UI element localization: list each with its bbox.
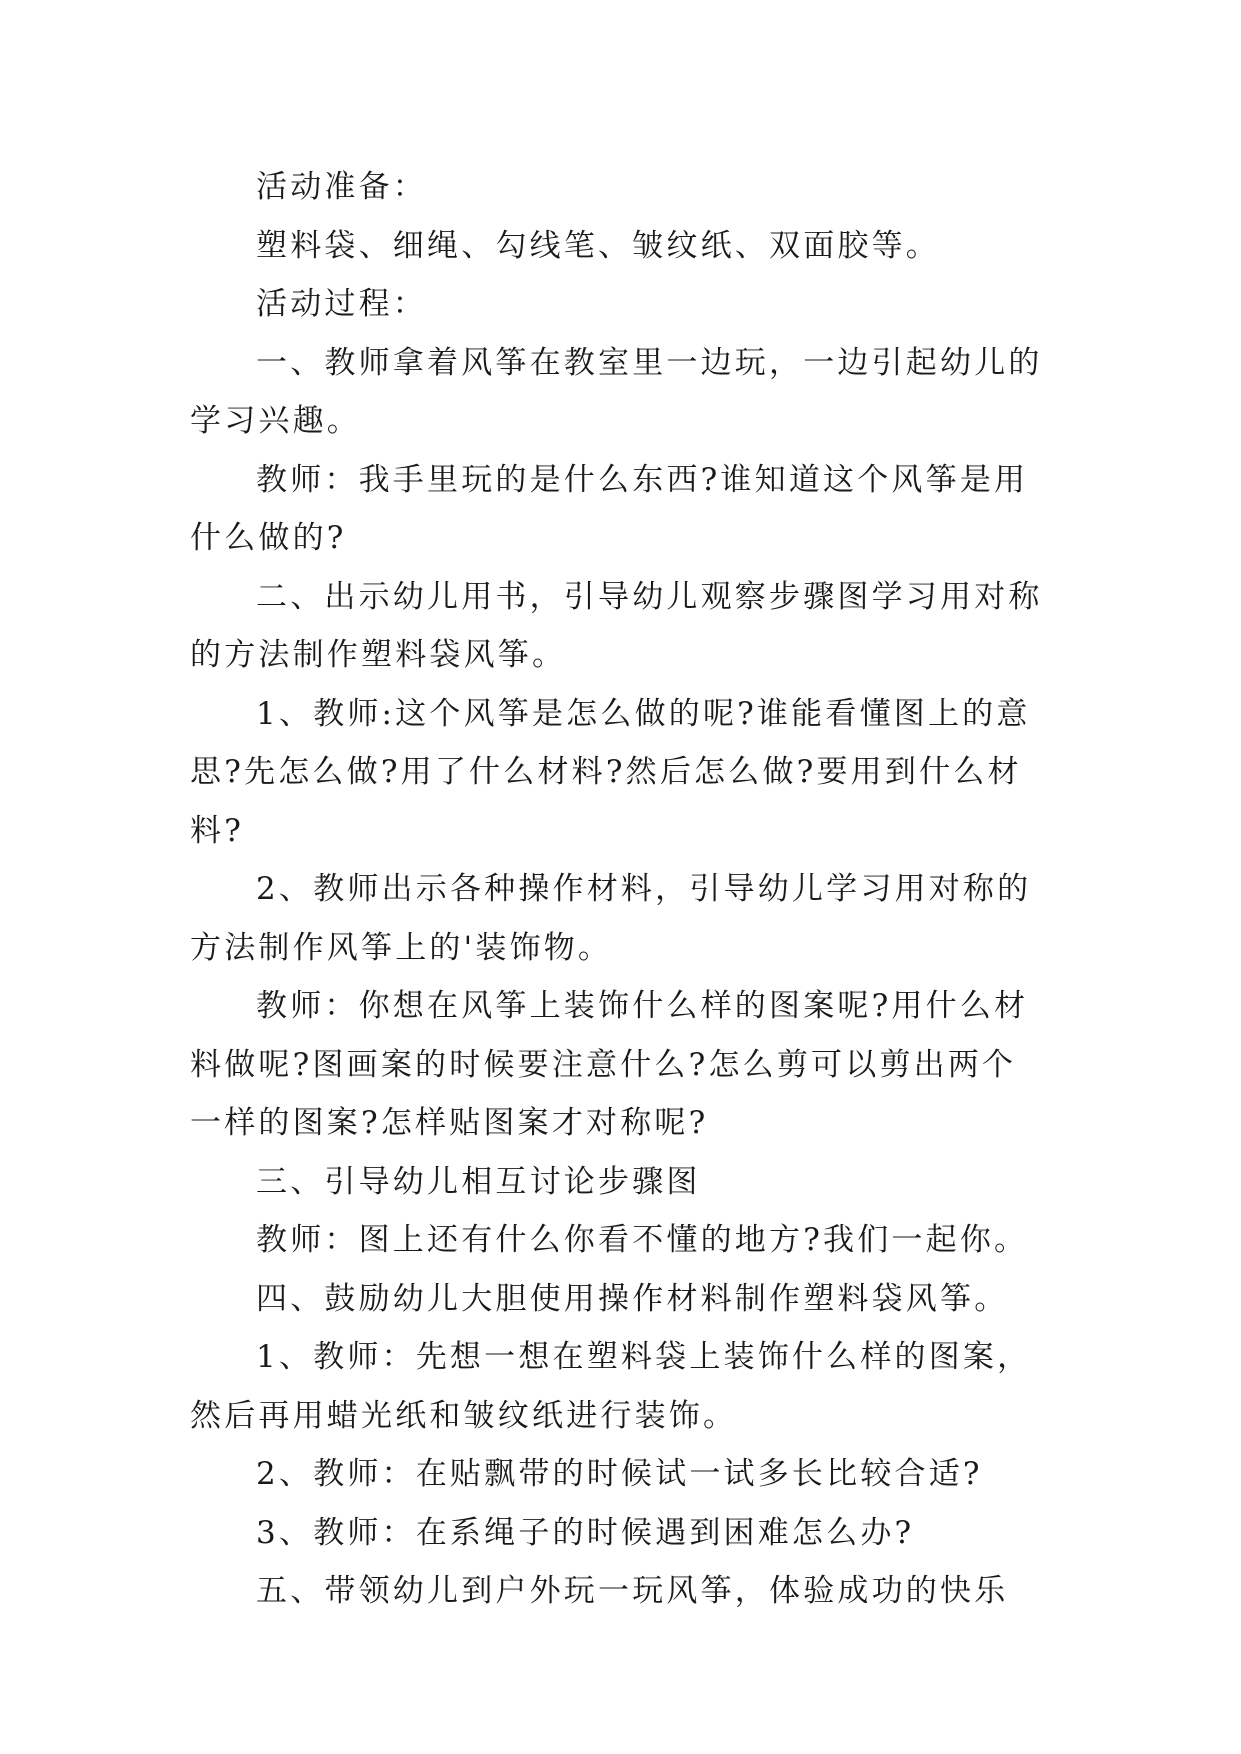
paragraph-activity-process-heading: 活动过程： bbox=[256, 286, 427, 322]
paragraph-step-two: 二、出示幼儿用书，引导幼儿观察步骤图学习用对称的方法制作塑料袋风筝。 bbox=[190, 578, 1043, 673]
paragraph-step-two-item-two: 2、教师出示各种操作材料，引导幼儿学习用对称的方法制作风筝上的'装饰物。 bbox=[190, 871, 1032, 966]
paragraph-teacher-question-one: 教师：我手里玩的是什么东西?谁知道这个风筝是用什么做的? bbox=[190, 461, 1029, 556]
paragraph-teacher-question-two: 教师：你想在风筝上装饰什么样的图案呢?用什么材料做呢?图画案的时候要注意什么?怎么剪可以剪出两个一样的图案?怎样贴图案才对称呢? bbox=[190, 988, 1029, 1141]
paragraph-step-four-item-two: 2、教师：在贴飘带的时候试一试多长比较合适? bbox=[256, 1456, 983, 1492]
paragraph-step-four-item-one: 1、教师：先想一想在塑料袋上装饰什么样的图案，然后再用蜡光纸和皱纹纸进行装饰。 bbox=[190, 1339, 1032, 1434]
paragraph-activity-preparation-heading: 活动准备： bbox=[256, 169, 427, 205]
paragraph-step-two-item-one: 1、教师:这个风筝是怎么做的呢?谁能看懂图上的意思?先怎么做?用了什么材料?然后怎么做?要用到什么材料? bbox=[190, 695, 1031, 849]
paragraph-step-five: 五、带领幼儿到户外玩一玩风筝，体验成功的快乐 bbox=[256, 1573, 1009, 1609]
paragraph-step-one: 一、教师拿着风筝在教室里一边玩，一边引起幼儿的学习兴趣。 bbox=[190, 344, 1043, 439]
paragraph-step-four: 四、鼓励幼儿大胆使用操作材料制作塑料袋风筝。 bbox=[256, 1280, 1009, 1317]
document-body bbox=[190, 158, 1050, 1621]
paragraph-teacher-question-three: 教师：图上还有什么你看不懂的地方?我们一起你。 bbox=[256, 1222, 1029, 1258]
paragraph-step-four-item-three: 3、教师：在系绳子的时候遇到困难怎么办? bbox=[256, 1514, 915, 1551]
paragraph-step-three: 三、引导幼儿相互讨论步骤图 bbox=[256, 1163, 701, 1200]
paragraph-materials-list: 塑料袋、细绳、勾线笔、皱纹纸、双面胶等。 bbox=[256, 227, 940, 264]
